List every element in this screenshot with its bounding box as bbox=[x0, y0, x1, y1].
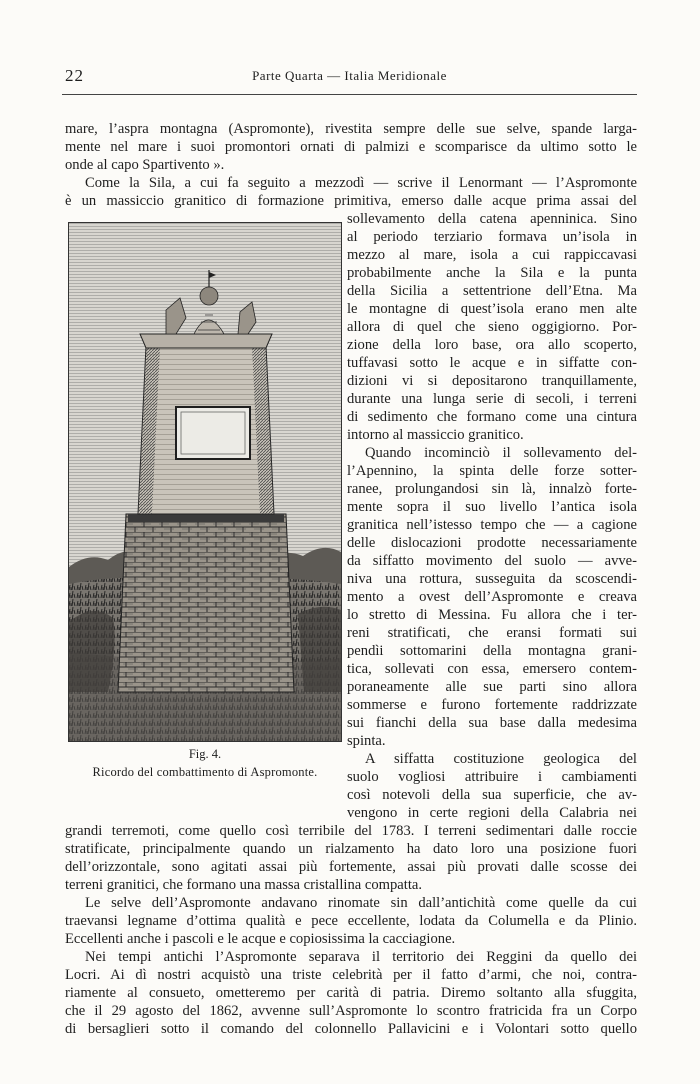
text-line: vengono in certe regioni della Calabria nei bbox=[347, 805, 637, 821]
text-line: così notevoli della sua superficie, che av- bbox=[347, 787, 637, 803]
text-line: intorno al massiccio granitico. bbox=[347, 427, 524, 443]
text-line: reni stratificati, che eransi formati sui bbox=[347, 625, 637, 641]
text-line: sui fianchi della sua base dalla medesima bbox=[347, 715, 637, 731]
text-line: le montagne di quest’isola erano men alte bbox=[347, 301, 637, 317]
text-line: sommerse e furono fortemente raddrizzate bbox=[347, 697, 637, 713]
page-header bbox=[62, 64, 637, 95]
text-line: tica, sollevati con essa, emersero contem- bbox=[347, 661, 637, 677]
text-line: probabilmente anche la Sila e la punta bbox=[347, 265, 637, 281]
text-line: niva una rottura, susseguita da scoscendi- bbox=[347, 571, 637, 587]
text-line: mare, l’aspra montagna (Aspromonte), rivestita sempre delle sue selve, spande larga- bbox=[65, 121, 637, 137]
text-line: delle dislocazioni prodotte necessariamente bbox=[347, 535, 637, 551]
text-line: A siffatta costituzione geologica del bbox=[365, 751, 637, 767]
text-line: da siffatto movimento del suolo — avve- bbox=[347, 553, 637, 569]
text-line: allora di quel che sieno oggigiorno. Por- bbox=[347, 319, 637, 335]
monument-engraving bbox=[68, 222, 342, 742]
text-line: tuffavasi sotto le acque e in siffatte con- bbox=[347, 355, 637, 371]
text-line: suolo vogliosi attribuire i cambiamenti bbox=[347, 769, 637, 785]
text-line: Nei tempi antichi l’Aspromonte separava il territorio dei Reggini da quello dei bbox=[85, 949, 637, 965]
text-line: traevansi legname d’ottima qualità e pece eccellente, lodata da Columella e da Plinio. bbox=[65, 913, 637, 929]
text-line: l’Apennino, la spinta delle forze sotter- bbox=[347, 463, 637, 479]
text-line: dell’orizzontale, sono agitati assai più fortemente, assai più provati dalle scosse dei bbox=[65, 859, 637, 875]
text-line: Come la Sila, a cui fa seguito a mezzodì — scrive il Lenormant — l’Aspromonte bbox=[85, 175, 637, 191]
text-line: al periodo terziario formava un’isola in bbox=[347, 229, 637, 245]
text-line: mente sopra il suo livello l’antica isola bbox=[347, 499, 637, 515]
running-title: Parte Quarta — Italia Meridionale bbox=[252, 68, 447, 83]
text-line: lo stretto di Messina. Fu allora che i ter- bbox=[347, 607, 637, 623]
text-line: di bersaglieri sotto il comando del colonnello Pallavicini e i Volontari sotto quello bbox=[65, 1021, 637, 1037]
text-line: sollevamento della catena apenninica. Sino bbox=[347, 211, 637, 227]
text-line: di sedimento che formano come una cintura bbox=[347, 409, 637, 425]
text-line: onde al capo Spartivento ». bbox=[65, 157, 225, 173]
text-line: mezzo al mare, isola a cui rappiccavasi bbox=[347, 247, 637, 263]
page-number: 22 bbox=[65, 66, 84, 85]
text-line: Le selve dell’Aspromonte andavano rinomate sin dall’antichità come quelle da cui bbox=[85, 895, 637, 911]
text-line: Locri. Ai dì nostri acquistò una triste celebrità per il fatto d’armi, che noi, contra- bbox=[65, 967, 637, 983]
text-line: grandi terremoti, come quello così terribile del 1783. I terreni sedimentari dalle roccie bbox=[65, 823, 637, 839]
text-line: che il 29 agosto del 1862, avvenne sull’Aspromonte lo scontro fratricida fra un Corpo bbox=[65, 1003, 637, 1019]
text-line: spinta. bbox=[347, 733, 386, 749]
text-line: mente nel mare i suoi promontori ornati di palmizi e scomparisce da ultimo sotto le bbox=[65, 139, 637, 155]
text-line: stratificate, principalmente quando un rialzamento ha dato loro una posizione fuori bbox=[65, 841, 637, 857]
figure-label: Fig. 4. bbox=[188, 747, 222, 761]
text-line: Eccellenti anche i pascoli e le acque e copiosissima la cacciagione. bbox=[65, 931, 456, 947]
text-line: mento a ovest dell’Aspromonte e creava bbox=[347, 589, 637, 605]
text-line: riamente al consueto, ometteremo per carità di patria. Diremo soltanto alla sfuggita, bbox=[65, 985, 637, 1001]
text-line: dizioni vi si depositarono tranquillamente, bbox=[347, 373, 637, 389]
text-line: zione della loro base, ora allo scoperto, bbox=[347, 337, 637, 353]
text-line: della Sicilia a settentrione dell’Etna. Ma bbox=[347, 283, 637, 299]
text-line: poraneamente alle sue parti sino allora bbox=[347, 679, 637, 695]
figure-caption: Ricordo del combattimento di Aspromonte. bbox=[92, 765, 318, 779]
text-line: è un massiccio granitico di formazione primitiva, emerso dalle acque prima assai del bbox=[65, 193, 637, 209]
text-line: granitica nell’istesso tempo che — a cagione bbox=[347, 517, 637, 533]
text-line: terreni granitici, che formano una massa cristallina compatta. bbox=[65, 877, 422, 893]
text-line: Quando incominciò il sollevamento del- bbox=[365, 445, 637, 461]
text-line: pendìi sottomarini della montagna grani- bbox=[347, 643, 637, 659]
text-line: ranee, prolungandosi sin là, innalzò forte- bbox=[347, 481, 637, 497]
text-line: durante una lunga serie di secoli, i terreni bbox=[347, 391, 637, 407]
